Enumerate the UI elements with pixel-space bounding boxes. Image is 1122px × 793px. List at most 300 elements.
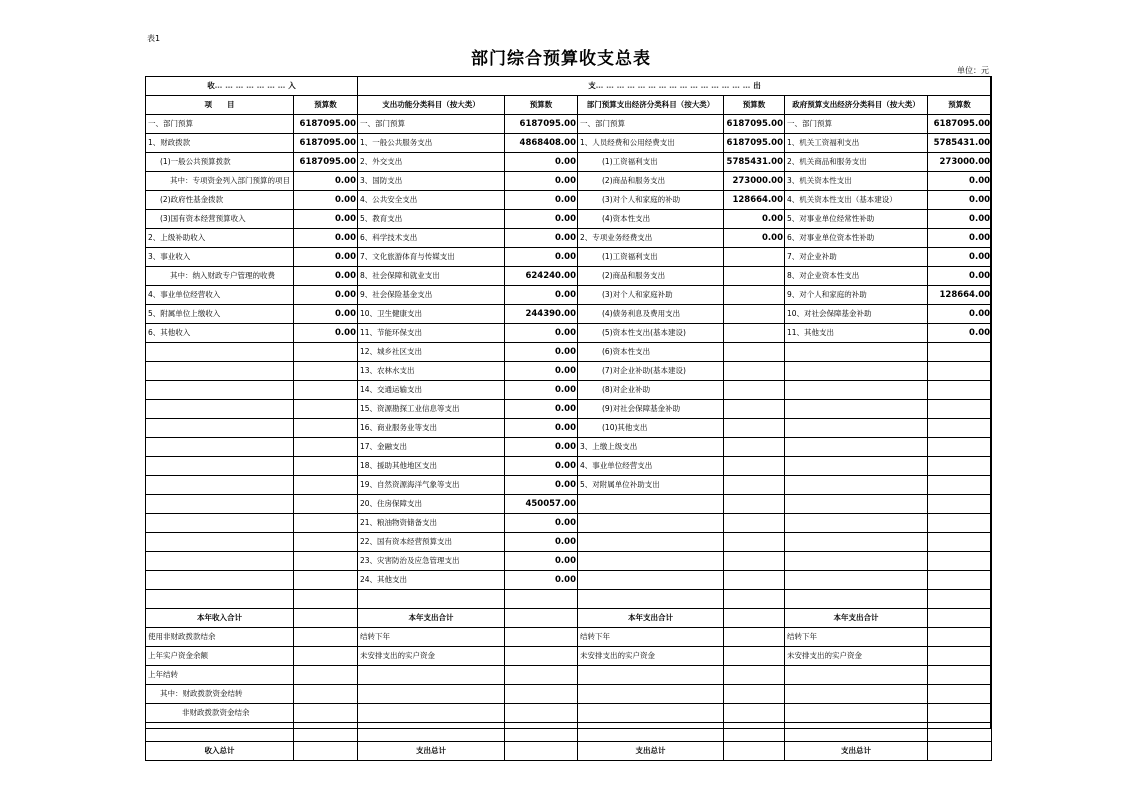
item-cell: 8、对企业资本性支出 bbox=[785, 267, 928, 286]
amount-cell bbox=[928, 628, 992, 647]
item-cell: (8)对企业补助 bbox=[578, 381, 724, 400]
amount-cell: 0.00 bbox=[505, 229, 578, 248]
item-cell: 结转下年 bbox=[785, 628, 928, 647]
amount-cell bbox=[724, 514, 785, 533]
item-cell bbox=[785, 343, 928, 362]
table-row bbox=[146, 571, 992, 590]
amount-cell: 0.00 bbox=[505, 457, 578, 476]
amount-cell bbox=[294, 704, 358, 723]
item-cell: 部门预算支出经济分类科目（按大类） bbox=[578, 96, 724, 115]
item-cell bbox=[785, 723, 928, 742]
table-row bbox=[146, 495, 992, 514]
item-cell: 5、附属单位上缴收入 bbox=[146, 305, 294, 324]
amount-cell bbox=[294, 457, 358, 476]
item-cell: 4、事业单位经营收入 bbox=[146, 286, 294, 305]
table-row bbox=[146, 666, 992, 685]
amount-cell bbox=[928, 495, 992, 514]
amount-cell: 0.00 bbox=[505, 172, 578, 191]
table-row bbox=[146, 438, 992, 457]
amount-cell bbox=[505, 609, 578, 628]
item-cell: 使用非财政拨款结余 bbox=[146, 628, 294, 647]
amount-cell: 0.00 bbox=[505, 419, 578, 438]
amount-cell: 0.00 bbox=[294, 286, 358, 305]
amount-cell bbox=[724, 571, 785, 590]
amount-cell: 4868408.00 bbox=[505, 134, 578, 153]
sheet-label: 表1 bbox=[147, 34, 161, 43]
item-cell: 1、机关工资福利支出 bbox=[785, 134, 928, 153]
item-cell: 3、上缴上级支出 bbox=[578, 438, 724, 457]
item-cell: 6、其他收入 bbox=[146, 324, 294, 343]
amount-cell: 5785431.00 bbox=[724, 153, 785, 172]
amount-cell bbox=[928, 685, 992, 704]
item-cell bbox=[146, 514, 294, 533]
table-row bbox=[146, 647, 992, 666]
amount-cell bbox=[294, 685, 358, 704]
item-cell: 本年支出合计 bbox=[785, 609, 928, 628]
table-row bbox=[146, 229, 992, 248]
item-cell: (2)商品和服务支出 bbox=[578, 267, 724, 286]
amount-cell: 0.00 bbox=[294, 210, 358, 229]
item-cell: 支出总计 bbox=[578, 742, 724, 761]
item-cell bbox=[578, 704, 724, 723]
item-cell: 21、粮油物资储备支出 bbox=[358, 514, 505, 533]
item-cell: 其中：专项资金列入部门预算的项目 bbox=[146, 172, 294, 191]
item-cell: 5、教育支出 bbox=[358, 210, 505, 229]
item-cell: 1、财政拨款 bbox=[146, 134, 294, 153]
table-row bbox=[146, 514, 992, 533]
item-cell bbox=[785, 419, 928, 438]
item-cell: 16、商业服务业等支出 bbox=[358, 419, 505, 438]
item-cell: 未安排支出的实户资金 bbox=[785, 647, 928, 666]
item-cell: 6、对事业单位资本性补助 bbox=[785, 229, 928, 248]
item-cell bbox=[146, 419, 294, 438]
amount-cell: 0.00 bbox=[505, 571, 578, 590]
amount-cell bbox=[928, 552, 992, 571]
item-cell: (1)一般公共预算拨款 bbox=[146, 153, 294, 172]
item-cell bbox=[578, 514, 724, 533]
amount-cell: 预算数 bbox=[505, 96, 578, 115]
item-cell bbox=[578, 571, 724, 590]
item-cell bbox=[785, 438, 928, 457]
amount-cell bbox=[294, 400, 358, 419]
amount-cell bbox=[724, 666, 785, 685]
amount-cell bbox=[928, 438, 992, 457]
amount-cell bbox=[294, 628, 358, 647]
amount-cell bbox=[724, 742, 785, 761]
amount-cell: 0.00 bbox=[928, 305, 992, 324]
item-cell: 本年支出合计 bbox=[358, 609, 505, 628]
item-cell: 收入总计 bbox=[146, 742, 294, 761]
table-row bbox=[146, 172, 992, 191]
item-cell: 其中：财政拨款资金结转 bbox=[146, 685, 294, 704]
item-cell bbox=[785, 381, 928, 400]
amount-cell bbox=[724, 362, 785, 381]
amount-cell: 6187095.00 bbox=[294, 153, 358, 172]
amount-cell: 0.00 bbox=[505, 514, 578, 533]
item-cell: (2)政府性基金拨款 bbox=[146, 191, 294, 210]
item-cell bbox=[146, 381, 294, 400]
item-cell: 23、灾害防治及应急管理支出 bbox=[358, 552, 505, 571]
item-cell: 2、外交支出 bbox=[358, 153, 505, 172]
table-row bbox=[146, 191, 992, 210]
amount-cell bbox=[928, 343, 992, 362]
amount-cell: 0.00 bbox=[505, 153, 578, 172]
amount-cell: 0.00 bbox=[505, 533, 578, 552]
amount-cell bbox=[928, 457, 992, 476]
item-cell: 15、资源勘探工业信息等支出 bbox=[358, 400, 505, 419]
item-cell: 13、农林水支出 bbox=[358, 362, 505, 381]
item-cell bbox=[578, 666, 724, 685]
table-row bbox=[146, 457, 992, 476]
amount-cell: 0.00 bbox=[294, 191, 358, 210]
amount-cell: 0.00 bbox=[724, 210, 785, 229]
item-cell: 本年支出合计 bbox=[578, 609, 724, 628]
item-cell: 结转下年 bbox=[578, 628, 724, 647]
table-row bbox=[146, 704, 992, 723]
item-cell: 18、援助其他地区支出 bbox=[358, 457, 505, 476]
amount-cell bbox=[724, 438, 785, 457]
item-cell: 6、科学技术支出 bbox=[358, 229, 505, 248]
amount-cell bbox=[724, 590, 785, 609]
table-row bbox=[146, 723, 992, 742]
item-cell: 结转下年 bbox=[358, 628, 505, 647]
amount-cell: 128664.00 bbox=[928, 286, 992, 305]
column-header-row bbox=[146, 96, 992, 115]
item-cell: 3、国防支出 bbox=[358, 172, 505, 191]
item-cell: 14、交通运输支出 bbox=[358, 381, 505, 400]
unit-label: 单位：元 bbox=[957, 66, 989, 75]
amount-cell bbox=[928, 723, 992, 742]
item-cell: 上年实户资金余额 bbox=[146, 647, 294, 666]
item-cell bbox=[146, 590, 294, 609]
item-cell: 一、部门预算 bbox=[785, 115, 928, 134]
table-row bbox=[146, 210, 992, 229]
item-cell bbox=[146, 495, 294, 514]
total-row bbox=[146, 609, 992, 628]
table-row bbox=[146, 343, 992, 362]
amount-cell: 0.00 bbox=[294, 267, 358, 286]
item-cell bbox=[785, 514, 928, 533]
item-cell: (6)资本性支出 bbox=[578, 343, 724, 362]
item-cell: 24、其他支出 bbox=[358, 571, 505, 590]
amount-cell bbox=[294, 495, 358, 514]
amount-cell bbox=[724, 609, 785, 628]
amount-cell: 6187095.00 bbox=[724, 115, 785, 134]
item-cell bbox=[578, 723, 724, 742]
item-cell: 5、对事业单位经常性补助 bbox=[785, 210, 928, 229]
amount-cell: 6187095.00 bbox=[724, 134, 785, 153]
amount-cell bbox=[294, 419, 358, 438]
item-cell bbox=[785, 476, 928, 495]
item-cell: 一、部门预算 bbox=[578, 115, 724, 134]
item-cell: 3、事业收入 bbox=[146, 248, 294, 267]
table-row bbox=[146, 305, 992, 324]
amount-cell: 0.00 bbox=[505, 210, 578, 229]
amount-cell: 0.00 bbox=[294, 324, 358, 343]
item-cell: 5、对附属单位补助支出 bbox=[578, 476, 724, 495]
amount-cell: 0.00 bbox=[928, 324, 992, 343]
amount-cell: 5785431.00 bbox=[928, 134, 992, 153]
item-cell: 11、其他支出 bbox=[785, 324, 928, 343]
amount-cell bbox=[724, 305, 785, 324]
amount-cell bbox=[505, 628, 578, 647]
amount-cell bbox=[294, 590, 358, 609]
item-cell: 上年结转 bbox=[146, 666, 294, 685]
amount-cell: 0.00 bbox=[928, 191, 992, 210]
item-cell: 8、社会保障和就业支出 bbox=[358, 267, 505, 286]
amount-cell bbox=[928, 704, 992, 723]
item-cell: (3)对个人和家庭的补助 bbox=[578, 191, 724, 210]
item-cell: 支出功能分类科目（按大类） bbox=[358, 96, 505, 115]
amount-cell: 预算数 bbox=[294, 96, 358, 115]
item-cell bbox=[358, 704, 505, 723]
item-cell bbox=[146, 457, 294, 476]
amount-cell bbox=[928, 590, 992, 609]
amount-cell: 0.00 bbox=[294, 229, 358, 248]
table-row bbox=[146, 400, 992, 419]
item-cell bbox=[785, 495, 928, 514]
table-row bbox=[146, 381, 992, 400]
item-cell: 9、对个人和家庭的补助 bbox=[785, 286, 928, 305]
amount-cell bbox=[724, 324, 785, 343]
item-cell: 2、上级补助收入 bbox=[146, 229, 294, 248]
amount-cell: 0.00 bbox=[928, 229, 992, 248]
item-cell: (1)工资福利支出 bbox=[578, 153, 724, 172]
item-cell bbox=[785, 533, 928, 552]
item-cell: 一、部门预算 bbox=[358, 115, 505, 134]
item-cell bbox=[146, 552, 294, 571]
item-cell bbox=[578, 685, 724, 704]
item-cell: 4、机关资本性支出（基本建设） bbox=[785, 191, 928, 210]
amount-cell: 0.00 bbox=[928, 267, 992, 286]
table-row bbox=[146, 134, 992, 153]
amount-cell bbox=[928, 571, 992, 590]
amount-cell bbox=[294, 723, 358, 742]
item-cell bbox=[146, 533, 294, 552]
amount-cell bbox=[928, 647, 992, 666]
amount-cell bbox=[724, 248, 785, 267]
amount-cell: 0.00 bbox=[294, 248, 358, 267]
amount-cell: 6187095.00 bbox=[294, 134, 358, 153]
item-cell bbox=[578, 533, 724, 552]
item-cell: 3、机关资本性支出 bbox=[785, 172, 928, 191]
amount-cell bbox=[724, 343, 785, 362]
item-cell: 17、金融支出 bbox=[358, 438, 505, 457]
amount-cell bbox=[928, 742, 992, 761]
item-cell bbox=[358, 666, 505, 685]
amount-cell bbox=[928, 381, 992, 400]
table-row bbox=[146, 362, 992, 381]
table-row bbox=[146, 533, 992, 552]
item-cell: 支出总计 bbox=[358, 742, 505, 761]
table-row bbox=[146, 248, 992, 267]
item-cell bbox=[785, 552, 928, 571]
amount-cell bbox=[294, 438, 358, 457]
item-cell: 一、部门预算 bbox=[146, 115, 294, 134]
table-row bbox=[146, 552, 992, 571]
amount-cell bbox=[294, 647, 358, 666]
item-cell: 未安排支出的实户资金 bbox=[578, 647, 724, 666]
item-cell bbox=[785, 704, 928, 723]
amount-cell bbox=[724, 647, 785, 666]
amount-cell: 0.00 bbox=[505, 343, 578, 362]
item-cell bbox=[578, 495, 724, 514]
amount-cell bbox=[724, 286, 785, 305]
item-cell bbox=[578, 552, 724, 571]
amount-cell bbox=[928, 419, 992, 438]
item-cell: 4、事业单位经营支出 bbox=[578, 457, 724, 476]
amount-cell bbox=[724, 723, 785, 742]
item-cell bbox=[785, 571, 928, 590]
amount-cell bbox=[724, 552, 785, 571]
amount-cell bbox=[505, 666, 578, 685]
item-cell bbox=[785, 685, 928, 704]
amount-cell bbox=[505, 590, 578, 609]
item-cell: 其中：纳入财政专户管理的收费 bbox=[146, 267, 294, 286]
item-cell bbox=[358, 723, 505, 742]
amount-cell bbox=[294, 742, 358, 761]
amount-cell bbox=[294, 666, 358, 685]
amount-cell bbox=[505, 685, 578, 704]
item-cell: (4)资本性支出 bbox=[578, 210, 724, 229]
item-cell bbox=[146, 400, 294, 419]
item-cell: (9)对社会保障基金补助 bbox=[578, 400, 724, 419]
item-cell bbox=[785, 590, 928, 609]
amount-cell bbox=[294, 343, 358, 362]
amount-cell bbox=[294, 381, 358, 400]
amount-cell: 0.00 bbox=[505, 286, 578, 305]
item-cell: 项 目 bbox=[146, 96, 294, 115]
item-cell: 支出总计 bbox=[785, 742, 928, 761]
amount-cell bbox=[928, 362, 992, 381]
item-cell: 1、人员经费和公用经费支出 bbox=[578, 134, 724, 153]
amount-cell: 0.00 bbox=[928, 248, 992, 267]
amount-cell: 273000.00 bbox=[928, 153, 992, 172]
amount-cell bbox=[724, 476, 785, 495]
table-row bbox=[146, 286, 992, 305]
item-cell bbox=[785, 362, 928, 381]
amount-cell: 450057.00 bbox=[505, 495, 578, 514]
item-cell: 1、一般公共服务支出 bbox=[358, 134, 505, 153]
income-header: 收…………………入 bbox=[146, 77, 358, 96]
amount-cell: 0.00 bbox=[505, 552, 578, 571]
amount-cell: 0.00 bbox=[505, 438, 578, 457]
table-row bbox=[146, 324, 992, 343]
item-cell: 10、对社会保障基金补助 bbox=[785, 305, 928, 324]
item-cell bbox=[785, 666, 928, 685]
total-row bbox=[146, 742, 992, 761]
item-cell bbox=[146, 343, 294, 362]
amount-cell bbox=[505, 647, 578, 666]
amount-cell bbox=[294, 552, 358, 571]
amount-cell bbox=[928, 609, 992, 628]
amount-cell bbox=[928, 533, 992, 552]
table-row bbox=[146, 115, 992, 134]
item-cell: 4、公共安全支出 bbox=[358, 191, 505, 210]
amount-cell bbox=[294, 362, 358, 381]
item-cell: (7)对企业补助(基本建设) bbox=[578, 362, 724, 381]
item-cell: (2)商品和服务支出 bbox=[578, 172, 724, 191]
amount-cell bbox=[928, 666, 992, 685]
item-cell: 未安排支出的实户资金 bbox=[358, 647, 505, 666]
item-cell bbox=[785, 400, 928, 419]
item-cell: 7、文化旅游体育与传媒支出 bbox=[358, 248, 505, 267]
table-row bbox=[146, 419, 992, 438]
amount-cell: 0.00 bbox=[505, 248, 578, 267]
item-cell: 本年收入合计 bbox=[146, 609, 294, 628]
amount-cell bbox=[294, 476, 358, 495]
amount-cell bbox=[294, 533, 358, 552]
item-cell: 12、城乡社区支出 bbox=[358, 343, 505, 362]
amount-cell bbox=[724, 400, 785, 419]
amount-cell: 6187095.00 bbox=[505, 115, 578, 134]
amount-cell: 预算数 bbox=[724, 96, 785, 115]
income-expense-header-row bbox=[146, 77, 992, 96]
item-cell bbox=[785, 457, 928, 476]
amount-cell: 624240.00 bbox=[505, 267, 578, 286]
amount-cell: 0.00 bbox=[928, 172, 992, 191]
item-cell: (10)其他支出 bbox=[578, 419, 724, 438]
amount-cell: 预算数 bbox=[928, 96, 992, 115]
amount-cell: 0.00 bbox=[505, 381, 578, 400]
amount-cell bbox=[294, 609, 358, 628]
amount-cell bbox=[928, 476, 992, 495]
item-cell: 9、社会保险基金支出 bbox=[358, 286, 505, 305]
amount-cell bbox=[928, 514, 992, 533]
amount-cell: 0.00 bbox=[505, 191, 578, 210]
amount-cell bbox=[724, 533, 785, 552]
table-row bbox=[146, 476, 992, 495]
table-row bbox=[146, 590, 992, 609]
table-row bbox=[146, 153, 992, 172]
amount-cell: 6187095.00 bbox=[928, 115, 992, 134]
amount-cell: 273000.00 bbox=[724, 172, 785, 191]
amount-cell bbox=[724, 419, 785, 438]
amount-cell: 0.00 bbox=[928, 210, 992, 229]
item-cell: (3)国有资本经营预算收入 bbox=[146, 210, 294, 229]
budget-table bbox=[145, 76, 992, 761]
amount-cell bbox=[505, 704, 578, 723]
amount-cell bbox=[724, 495, 785, 514]
amount-cell: 0.00 bbox=[505, 400, 578, 419]
item-cell bbox=[358, 590, 505, 609]
item-cell: (5)资本性支出(基本建设) bbox=[578, 324, 724, 343]
item-cell: (1)工资福利支出 bbox=[578, 248, 724, 267]
amount-cell bbox=[724, 704, 785, 723]
amount-cell: 0.00 bbox=[724, 229, 785, 248]
amount-cell: 0.00 bbox=[294, 172, 358, 191]
page-title: 部门综合预算收支总表 bbox=[471, 49, 651, 69]
amount-cell: 0.00 bbox=[505, 476, 578, 495]
amount-cell bbox=[928, 400, 992, 419]
item-cell: 2、机关商品和服务支出 bbox=[785, 153, 928, 172]
amount-cell bbox=[505, 723, 578, 742]
amount-cell bbox=[724, 457, 785, 476]
amount-cell bbox=[505, 742, 578, 761]
table-row bbox=[146, 685, 992, 704]
item-cell: (3)对个人和家庭补助 bbox=[578, 286, 724, 305]
amount-cell bbox=[294, 514, 358, 533]
amount-cell: 128664.00 bbox=[724, 191, 785, 210]
item-cell bbox=[578, 590, 724, 609]
item-cell: (4)债务利息及费用支出 bbox=[578, 305, 724, 324]
item-cell: 19、自然资源海洋气象等支出 bbox=[358, 476, 505, 495]
item-cell: 10、卫生健康支出 bbox=[358, 305, 505, 324]
amount-cell: 0.00 bbox=[294, 305, 358, 324]
table-row bbox=[146, 628, 992, 647]
item-cell bbox=[146, 476, 294, 495]
amount-cell: 0.00 bbox=[505, 324, 578, 343]
